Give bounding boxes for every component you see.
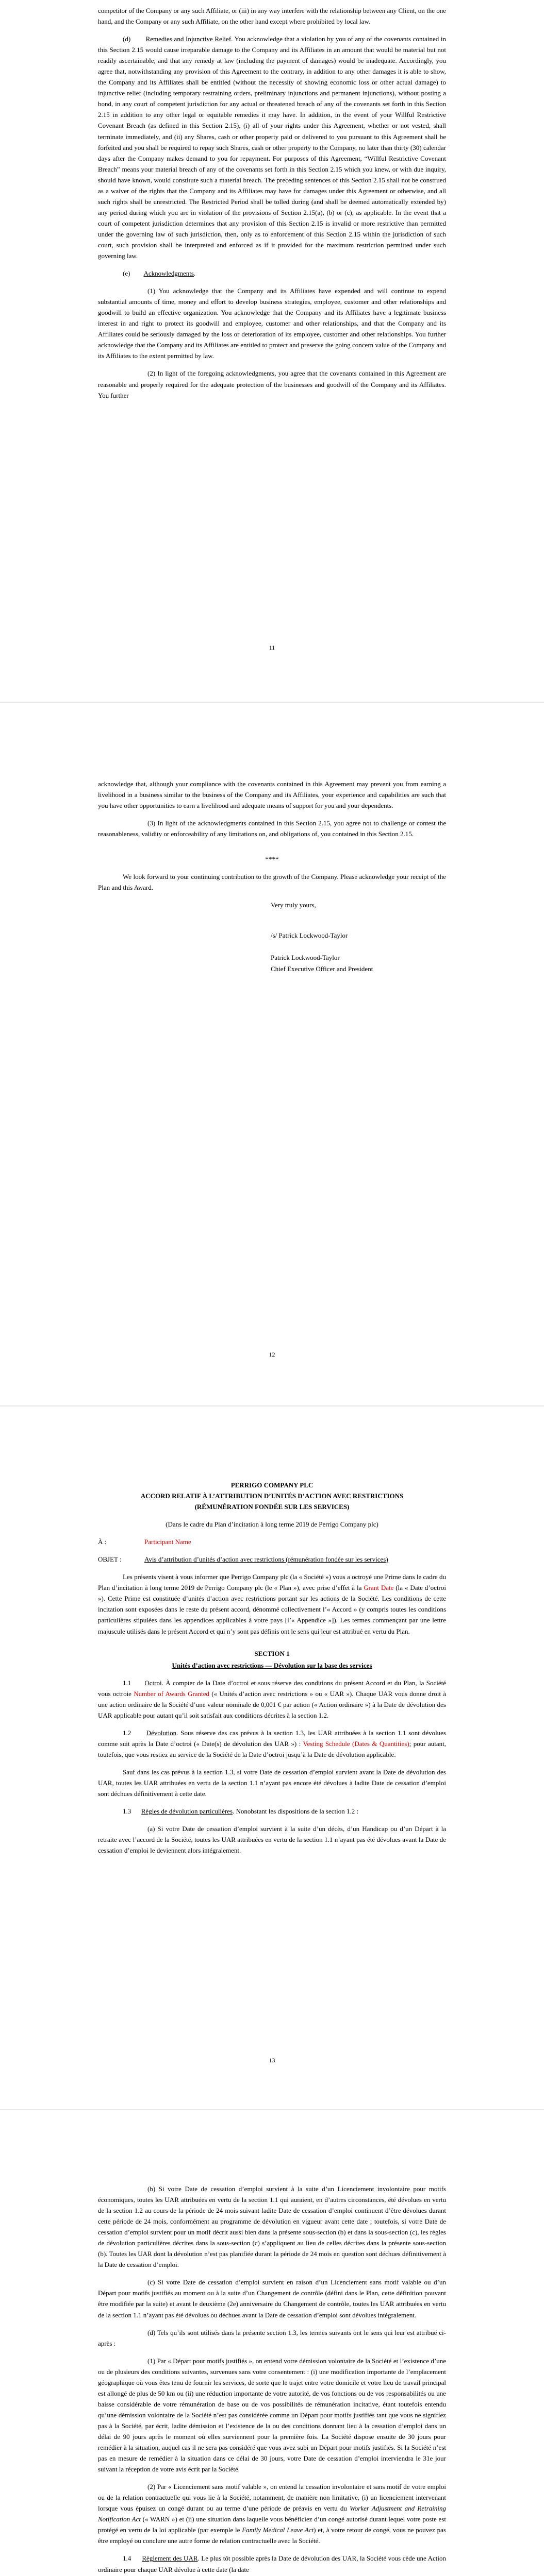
paragraph: (1) Par « Départ pour motifs justifiés », on entend votre démission volontaire de la Société et l’existence d’une ou de plusieurs des conditions suivantes, survenues sans votre consentement : (i) une modification importante de l’emplacement géographique où vous êtes tenu de fournir les services, de sorte que le trajet entre votre domicile et votre lieu de travail principal est allongé de plus de 50 km ou (ii) une réduction importante de votre autorité, de vos fonctions ou de vos responsabilités ou une baisse considérable de votre rémunération de base ou de vos possibilités de rémunération incitative, étant toutefois entendu qu’une démission volontaire de la Société n’est pas considérée comme un Départ pour motifs justifiés tant que vous ne signifiez pas à la Société, par écrit, ladite démission et l’existence de la ou des conditions donnant lieu à la cessation d’emploi dans un délai de 90 jours après le moment où elles surviennent pour la première fois. La Société dispose ensuite de 30 jours pour remédier à la situation, auquel cas il ne sera pas considéré que vous avez subi un Départ pour motifs justifiés. Si la Société n’est pas en mesure de remédier à la situation dans ce délai de 30 jours, votre Date de cessation d’emploi interviendra le 31e jour suivant la réception de votre avis écrit par la Société. — [98, 2357, 446, 2473]
paragraph: acknowledge that, although your compliance with the covenants contained in this Agreement may prevent you from earning a livelihood in a business similar to the business of the Company and its Affiliates, your experience and capabilities are such that you have other opportunities to earn a livelihood and adequate means of support for you and your dependents. — [98, 780, 446, 810]
vesting-schedule-field: Vesting Schedule (Dates & Quantities) — [303, 1739, 409, 1748]
paragraph: (2) Par « Licenciement sans motif valable », on entend la cessation involontaire et sans motif de votre emploi ou de la relation contractuelle qui vous lie à la Société, notamment, de manière non limitative, (i) un licenciement intervenant lorsque vous épuisez un congé durant ou au terme d’une période de préavis en vertu du Worker Adjustment and Retraining Notification Act (« WARN ») et (ii) une situation dans laquelle vous bénéficiez d’un congé autorisé durant lequel votre poste est protégé en vertu de la loi applicable (par exemple le Family Medical Leave Act) et, à votre retour de congé, vous ne pouvez pas être employé ou conclure une autre forme de relation contractuelle avec la Société. — [98, 2483, 446, 2545]
separator-stars: **** — [265, 855, 279, 863]
paragraph: (2) In light of the foregoing acknowledgments, you agree that the covenants contained in this Agreement are reasonable and properly required for the adequate protection of the businesses and goodwill of the Company and its Affiliates. You further — [98, 369, 446, 399]
section-1-1: 1.1 Octroi. À compter de la Date d’octroi et sous réserve des conditions du présent Accord et du Plan, la Société vous octroie Number of Awards Granted (« Unités d’action avec restrictions » ou « UAR »). Chaque UAR vous donne droit à une action ordinaire de la Société d’une valeur nominale de 0,001 € par action (« Action ordinaire ») à la Date de dévolution des UAR applicable pour autant qu’il soit satisfait aux conditions décrites à la section 1.2. — [98, 1679, 446, 1719]
section-1-2: 1.2 Dévolution. Sous réserve des cas prévus à la section 1.3, les UAR attribuées à la section 1.1 sont dévolues comme suit après la Date d’octroi (« Date(s) de dévolution des UAR ») : Vesting Schedule (Dates & Quantities); pour autant, toutefois, que vous restiez au service de la Société de la Date d’octroi jusqu’à la Date de dévolution applicable. — [98, 1728, 447, 1758]
section-heading: SECTION 1 — [254, 1649, 290, 1657]
signatory-title: Chief Executive Officer and President — [271, 964, 373, 973]
page-divider — [0, 2109, 544, 2110]
subsection-title: Acknowledgments — [143, 269, 194, 278]
intro-paragraph: Les présents visent à vous informer que Perrigo Company plc (la « Société ») vous a octroyé une Prime dans le cadre du Plan d’incitation à long terme 2019 de Perrigo Company plc (le « Plan »), avec prise d’effet à la Grant Date (la « Date d’octroi »). Cette Prime est constituée d’unités d’action avec restrictions portant sur les actions de la Société. Les conditions de cette incitation sont exposées dans le reste du présent accord, dénommé collectivement l’« Accord » (y compris toutes les conditions particulières stipulées dans les appendices applicables à votre pays [l’« Appendice »]). Les termes commençant par une lettre majuscule utilisés dans le présent Accord et qui n’y sont pas définis ont le sens qui leur est attribué en vertu du Plan. — [98, 1573, 446, 1635]
participant-name: Participant Name — [144, 1538, 191, 1546]
section-1-3: 1.3 Règles de dévolution particulières. Nonobstant les dispositions de la section 1.2 : — [123, 1807, 359, 1816]
closing: Very truly yours, — [271, 901, 316, 909]
section-2-15-e: (e) Acknowledgments. — [123, 269, 196, 278]
page-divider — [0, 1405, 544, 1406]
page-12 — [0, 704, 544, 1404]
page-number: 13 — [269, 2057, 275, 2064]
paragraph: (a) Si votre Date de cessation d’emploi survient à la suite d’un décès, d’un Handicap ou d’un Départ à la retraite avec l’accord de la Société, toutes les UAR attribuées en vertu de la section 1.1 n’ayant pas été dévolues avant la Date de cessation d’emploi le deviennent alors intégralement. — [98, 1825, 446, 1855]
page-number: 12 — [269, 1351, 275, 1358]
paragraph: (b) Si votre Date de cessation d’emploi survient à la suite d’un Licenciement involontaire pour motifs économiques, toutes les UAR attribuées en vertu de la section 1.1 qui auraient, en d’autres circonstances, été dévolues en vertu de la section 1.2 au cours de la période de 24 mois suivant ladite Date de cessation d’emploi continuent d’être dévolues durant cette période de 24 mois, conformément au programme de dévolution en vigueur avant cette date ; toutefois, si votre Date de cessation d’emploi survient pour un motif décrit aussi bien dans la présente sous-section (b) et dans la sous-section (c), les règles de dévolution particulières décrites dans la sous-section (c) s’appliquent au lieu de celles décrites dans la présente sous-section (b). Toutes les UAR dont la dévolution n’est pas planifiée durant la période de 24 mois en question sont déchues définitivement à la Date de cessation d’emploi. — [98, 2185, 446, 2269]
list-number: (d) — [123, 35, 131, 43]
page-divider — [0, 702, 544, 703]
page-13 — [0, 1408, 544, 2108]
paragraph: competitor of the Company or any such Affiliate, or (iii) in any way interfere with the relationship between any Client, on the one hand, and the Company or any such Affiliate, on the other hand except where prohibited by local law. — [98, 7, 446, 26]
paragraph: (3) In light of the acknowledgments contained in this Section 2.15, you agree not to challenge or contest the reasonableness, validity or enforceability of any limitations on, and obligations of, you contained in this Section 2.15. — [98, 819, 446, 838]
list-number: (e) — [123, 269, 130, 278]
grant-date-field: Grant Date — [364, 1584, 394, 1592]
recipient-row: À : Participant Name — [98, 1536, 446, 1547]
subsection-title: Remedies and Injunctive Relief — [145, 35, 232, 43]
plan-reference: (Dans le cadre du Plan d’incitation à long terme 2019 de Perrigo Company plc) — [166, 1520, 378, 1529]
section-2-15-d — [98, 33, 446, 261]
section-1-4: 1.4 Règlement des UAR. Le plus tôt possible après la Date de dévolution des UAR, la Société vous cède une Action ordinaire pour chaque UAR dévolue à cette date (la date — [98, 2554, 447, 2573]
paragraph: Sauf dans les cas prévus à la section 1.3, si votre Date de cessation d’emploi survient avant la Date de dévolution des UAR, toutes les UAR attribuées en vertu de la section 1.1 n’ayant pas encore été dévolues à ladite Date de cessation d’emploi sont déchues définitivement à cette date. — [98, 1768, 446, 1798]
subsection-text: . You acknowledge that a violation by you of any of the covenants contained in this Section 2.15 would cause irreparable damage to the Company and its Affiliates in an amount that would be material but not readily ascertainable, and that any remedy at law (including the payment of damages) would be inadequate. Accordingly, you agree that, notwithstanding any provision of this Agreement to the contrary, in addition to any other damages it is able to show, the Company and its Affiliates shall be entitled (without the necessity of showing economic loss or other actual damage) to injunctive relief (including temporary restraining orders, preliminary injunctions and permanent injunctions), without posting a bond, in any court of competent jurisdiction for any actual or threatened breach of any of the covenants set forth in this Section 2.15 in addition to any other legal or equitable remedies it may have. In addition, in the event of your Willful Restrictive Covenant Breach (as defined in this Section 2.15), (i) all of your rights under this Agreement, whether or not vested, shall terminate immediately, and (ii) any Shares, cash or other property paid or delivered to you pursuant to this Agreement shall be forfeited and you shall be required to repay such Shares, cash or other property to the Company, no later than thirty (30) calendar days after the Company makes demand to you for repayment. For purposes of this Agreement, “Willful Restrictive Covenant Breach” means your material breach of any of the covenants set forth in this Section 2.15 which you knew, or with due inquiry, should have known, would constitute such a material breach. The preceding sentences of this Section 2.15 shall not be construed as a waiver of the rights that the Company and its Affiliates may have for damages under this Agreement or otherwise, and all such rights shall be unrestricted. The Restricted Period shall be tolled during (and shall be deemed automatically extended by) any period during which you are in violation of the provisions of Section 2.15(a), (b) or (c), as applicable. In the event that a court of competent jurisdiction determines that any provision of this Section 2.15 is invalid or more restrictive than permitted under the governing law of such jurisdiction, then, only as to enforcement of this Section 2.15 within the jurisdiction of such court, such provision shall be interpreted and enforced as if it provided for the maximum restriction permitted under such governing law. — [98, 35, 447, 260]
paragraph: We look forward to your continuing contribution to the growth of the Company. Please acknowledge your receipt of the Plan and this Award. — [98, 873, 446, 892]
page-number: 11 — [269, 644, 275, 651]
document-title: ACCORD RELATIF À L’ATTRIBUTION D’UNITÉS D’ACTION AVEC RESTRICTIONS — [140, 1492, 404, 1500]
subject-row: OBJET : Avis d’attribution d’unités d’action avec restrictions (rémunération fondée sur les services) — [98, 1554, 446, 1565]
document-subtitle: (RÉMUNÉRATION FONDÉE SUR LES SERVICES) — [194, 1503, 350, 1511]
signature: /s/ Patrick Lockwood-Taylor — [271, 931, 348, 940]
paragraph: (d) Tels qu’ils sont utilisés dans la présente section 1.3, les termes suivants ont le sens qui leur est attribué ci-après : — [98, 2328, 446, 2347]
subject-text: Avis d’attribution d’unités d’action avec restrictions (rémunération fondée sur les services) — [144, 1555, 388, 1564]
company-name: PERRIGO COMPANY PLC — [230, 1481, 314, 1489]
page-11 — [0, 0, 544, 698]
section-subheading: Unités d’action avec restrictions — Dévolution sur la base des services — [172, 1661, 372, 1669]
signatory-name: Patrick Lockwood-Taylor — [271, 954, 340, 962]
paragraph: (c) Si votre Date de cessation d’emploi survient en raison d’un Licenciement sans motif valable ou d’un Départ pour motifs justifiés au moment ou à la suite d’un Changement de contrôle (défini dans le Plan, cette définition pouvant être modifiée par la suite) et avant le deuxième (2e) anniversaire du Changement de contrôle, toutes les UAR attribuées en vertu de la section 1.1 n’ayant pas été dévolues ou déchues avant la Date de cessation d’emploi sont dévolues intégralement. — [98, 2278, 446, 2319]
awards-count-field: Number of Awards Granted — [134, 1689, 209, 1698]
page-14 — [0, 2111, 544, 2576]
paragraph: (1) You acknowledge that the Company and its Affiliates have expended and will continue to expend substantial amounts of time, money and effort to develop business strategies, employee, customer and other relationships and goodwill to build an effective organization. You acknowledge that the Company and its Affiliates have a legitimate business interest in and right to protect its goodwill and employee, customer and other relationships, and that the Company and its Affiliates could be seriously damaged by the loss or deterioration of its employee, customer and other relationships. You further acknowledge that the Company and its Affiliates are entitled to protect and preserve the going concern value of the Company and its Affiliates to the extent permitted by law. — [98, 287, 446, 360]
